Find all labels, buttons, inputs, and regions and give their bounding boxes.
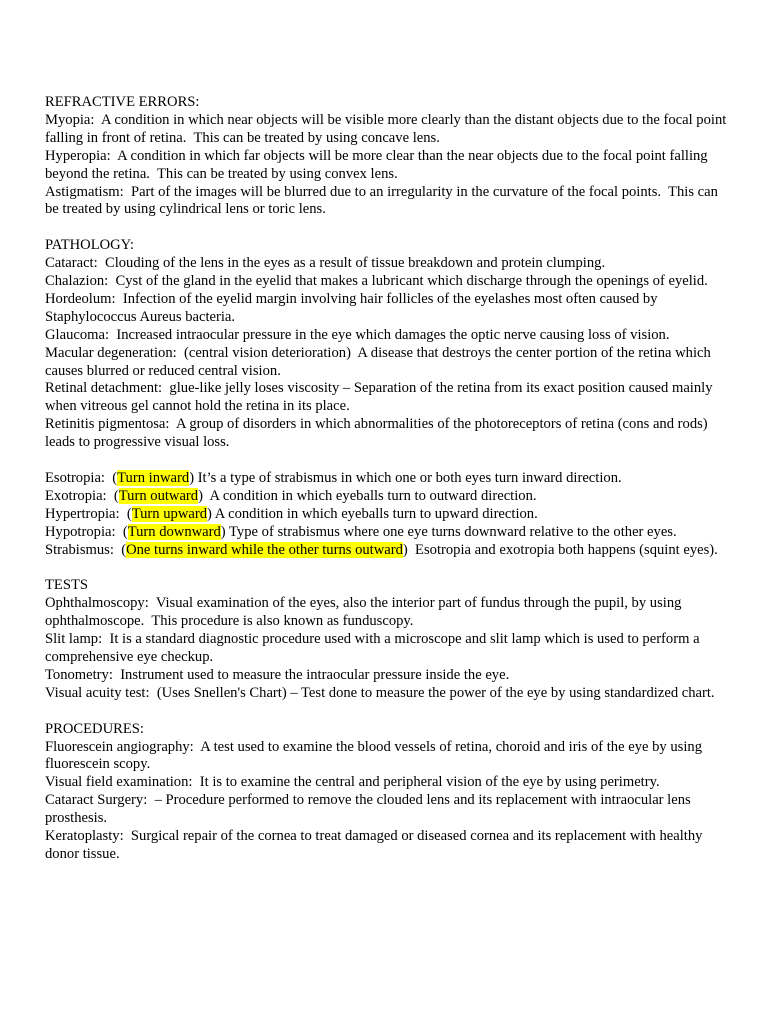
- definition-fluorescein-angiography: [45, 739, 729, 775]
- definition-text: Infection of the eyelid margin involving hair follicles of the eyelashes most often caused by Staphylococcus Aureus bacteria.: [45, 290, 662, 325]
- definition-text: ) A condition in which eyeballs turn to upward direction.: [207, 505, 538, 522]
- paragraph-spacer: [45, 452, 729, 470]
- definition-text: (central vision deterioration) A disease that destroys the center portion of the retina which causes blurred or reduced central vision.: [45, 344, 715, 379]
- term-label: Chalazion:: [45, 273, 109, 290]
- definition-hypotropia: [45, 524, 729, 542]
- definition-retinitis-pigmentosa: [45, 416, 729, 452]
- term-label: Exotropia: (: [45, 487, 119, 504]
- definition-hypertropia: [45, 506, 729, 524]
- definition-chalazion: [45, 273, 729, 291]
- definition-myopia: [45, 112, 729, 148]
- definition-glaucoma: [45, 327, 729, 345]
- definition-hyperopia: [45, 148, 729, 184]
- definition-text: Surgical repair of the cornea to treat damaged or diseased cornea and its replacement with healthy donor tissue.: [45, 828, 707, 862]
- definition-keratoplasty: [45, 828, 729, 864]
- definition-cataract-surgery: [45, 792, 729, 828]
- term-label: Esotropia: (: [45, 470, 118, 486]
- term-label: Cataract:: [45, 255, 98, 272]
- definition-strabismus: [45, 542, 729, 560]
- definition-esotropia: [45, 470, 729, 488]
- term-label: Retinitis pigmentosa:: [45, 416, 170, 433]
- term-label: Keratoplasty:: [45, 828, 124, 845]
- definition-text: Cyst of the gland in the eyelid that makes a lubricant which discharge through the openings of eyelid.: [108, 273, 708, 290]
- term-label: Slit lamp:: [45, 631, 103, 648]
- highlighted-text: Turn downward: [127, 523, 221, 540]
- highlighted-text: Turn inward: [117, 470, 190, 486]
- section-heading-refractive-errors: REFRACTIVE ERRORS:: [45, 94, 200, 110]
- definition-text: ) It’s a type of strabismus in which one or both eyes turn inward direction.: [189, 470, 622, 486]
- term-label: Visual acuity test:: [45, 684, 150, 701]
- definition-text: A condition in which far objects will be more clear than the near objects due to the focal point falling beyond the retina. This can be treated by using convex lens.: [45, 147, 712, 182]
- term-label: Astigmatism:: [45, 183, 124, 200]
- term-label: Glaucoma:: [45, 326, 110, 343]
- definition-text: Visual examination of the eyes, also the interior part of fundus through the pupil, by using ophthalmoscope. This procedure is also known as funduscopy.: [45, 595, 686, 630]
- definition-text: It is to examine the central and peripheral vision of the eye by using perimetry.: [192, 774, 660, 791]
- definition-text: ) A condition in which eyeballs turn to outward direction.: [198, 487, 537, 504]
- term-label: Fluorescein angiography:: [45, 738, 194, 755]
- definition-text: A group of disorders in which abnormalities of the photoreceptors of retina (cons and rods) leads to progressive visual loss.: [45, 416, 712, 451]
- definition-text: Increased intraocular pressure in the eye which damages the optic nerve causing loss of vision.: [109, 326, 670, 343]
- definition-astigmatism: [45, 184, 729, 220]
- pathology-section: [45, 237, 729, 452]
- definition-exotropia: [45, 488, 729, 506]
- paragraph-spacer: [45, 560, 729, 578]
- definition-text: Part of the images will be blurred due to an irregularity in the curvature of the focal points. This can be treated by using cylindrical lens or toric lens.: [45, 183, 722, 218]
- definition-text: glue-like jelly loses viscosity – Separation of the retina from its exact position caused mainly when vitreous gel cannot hold the retina in its place.: [45, 380, 717, 415]
- term-label: Hordeolum:: [45, 290, 116, 307]
- procedures-section: [45, 721, 729, 864]
- section-heading-procedures: PROCEDURES:: [45, 720, 144, 737]
- definition-text: Clouding of the lens in the eyes as a result of tissue breakdown and protein clumping.: [97, 255, 606, 272]
- highlighted-text: One turns inward while the other turns outward: [126, 541, 403, 558]
- term-label: Tonometry:: [45, 666, 113, 683]
- term-label: Ophthalmoscopy:: [45, 595, 149, 612]
- tests-section: [45, 577, 729, 702]
- definition-text: Instrument used to measure the intraocular pressure inside the eye.: [112, 666, 510, 683]
- strabismus-section: [45, 470, 729, 560]
- definition-hordeolum: [45, 291, 729, 327]
- term-label: Macular degeneration:: [45, 344, 177, 361]
- term-label: Hyperopia:: [45, 147, 111, 164]
- definition-text: ) Type of strabismus where one eye turns downward relative to the other eyes.: [220, 523, 677, 540]
- section-heading-tests: TESTS: [45, 577, 88, 594]
- definition-visual-field-examination: [45, 774, 729, 792]
- definition-macular-degeneration: [45, 345, 729, 381]
- term-label: Retinal detachment:: [45, 380, 163, 397]
- definition-text: A condition in which near objects will be visible more clearly than the distant objects due to the focal point falling in front of retina. This can be treated by using concave lens.: [45, 111, 730, 146]
- term-label: Strabismus: (: [45, 541, 127, 558]
- highlighted-text: Turn upward: [131, 505, 208, 522]
- term-label: Hypotropia: (: [45, 523, 128, 540]
- section-heading-pathology: PATHOLOGY:: [45, 237, 134, 254]
- definition-text: – Procedure performed to remove the clouded lens and its replacement with intraocular lens prosthesis.: [45, 792, 695, 827]
- term-label: Hypertropia: (: [45, 505, 132, 522]
- definition-text: It is a standard diagnostic procedure used with a microscope and slit lamp which is used to perform a comprehensive eye checkup.: [45, 631, 704, 666]
- definition-ophthalmoscopy: [45, 595, 729, 631]
- definition-retinal-detachment: [45, 380, 729, 416]
- paragraph-spacer: [45, 703, 729, 721]
- paragraph-spacer: [45, 219, 729, 237]
- definition-tonometry: [45, 667, 729, 685]
- definition-slit-lamp: [45, 631, 729, 667]
- definition-text: A test used to examine the blood vessels of retina, choroid and iris of the eye by using fluorescein scopy.: [45, 738, 706, 773]
- refractive-errors-section: [45, 94, 729, 219]
- definition-visual-acuity-test: [45, 685, 729, 703]
- document-page: [45, 94, 729, 864]
- definition-cataract: [45, 255, 729, 273]
- term-label: Cataract Surgery:: [45, 792, 148, 809]
- term-label: Visual field examination:: [45, 774, 193, 791]
- definition-text: (Uses Snellen's Chart) – Test done to measure the power of the eye by using standardized chart.: [149, 684, 715, 701]
- term-label: Myopia:: [45, 111, 95, 128]
- highlighted-text: Turn outward: [118, 487, 199, 504]
- definition-text: ) Esotropia and exotropia both happens (squint eyes).: [402, 541, 718, 558]
